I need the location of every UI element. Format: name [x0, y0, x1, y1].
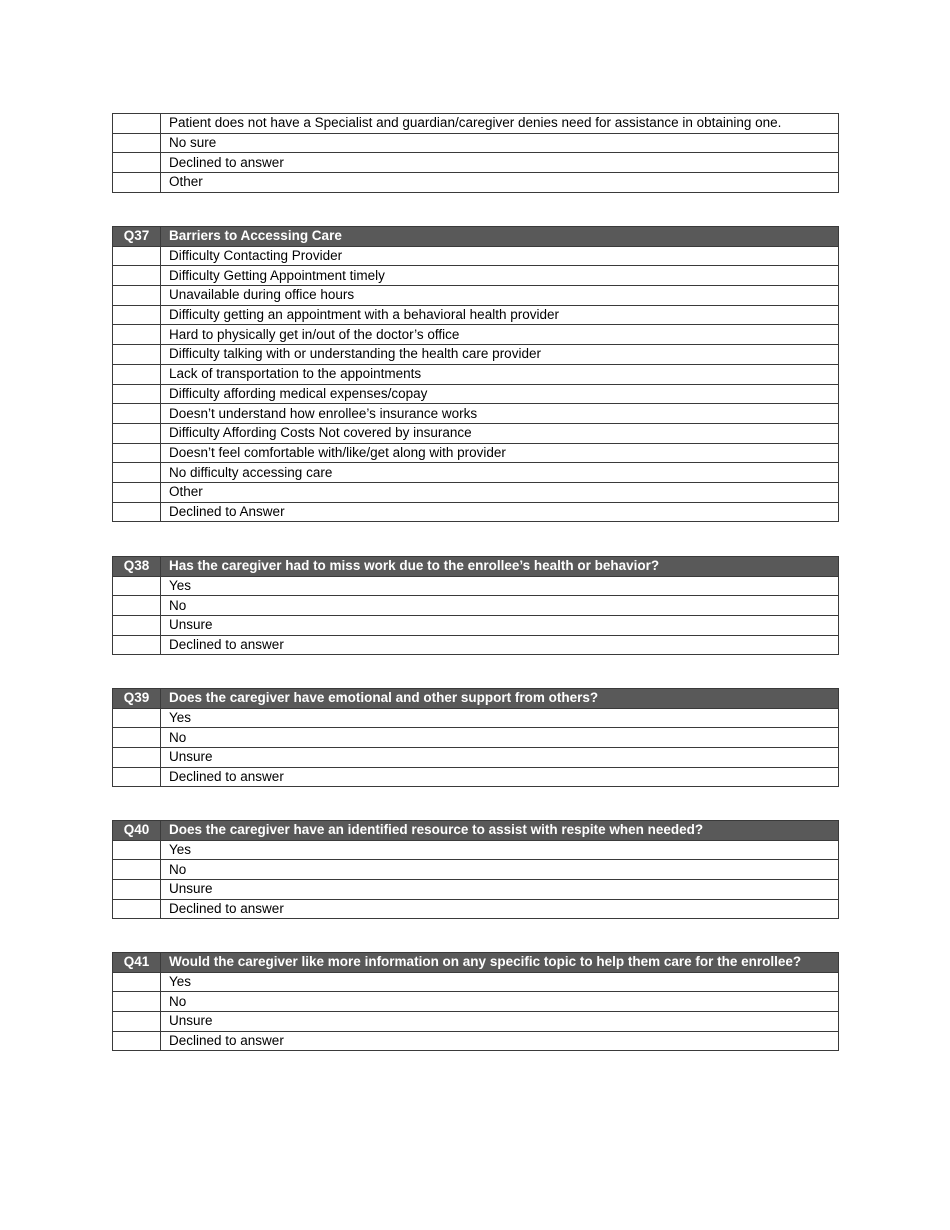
option-label: Difficulty talking with or understanding the health care provider	[161, 345, 839, 365]
option-checkbox[interactable]	[113, 463, 161, 483]
option-label: Difficulty Getting Appointment timely	[161, 266, 839, 286]
option-label: Other	[161, 173, 839, 193]
option-checkbox[interactable]	[113, 992, 161, 1012]
question-title: Has the caregiver had to miss work due to the enrollee’s health or behavior?	[161, 557, 839, 577]
option-label: Yes	[161, 708, 839, 728]
question-title: Would the caregiver like more information on any specific topic to help them care for the enrollee?	[161, 953, 839, 973]
option-label: Difficulty getting an appointment with a behavioral health provider	[161, 305, 839, 325]
option-label: Unsure	[161, 880, 839, 900]
option-row	[113, 463, 839, 483]
option-label: Hard to physically get in/out of the doctor’s office	[161, 325, 839, 345]
question-table-q40	[112, 820, 839, 919]
option-checkbox[interactable]	[113, 972, 161, 992]
option-label: Yes	[161, 972, 839, 992]
option-row	[113, 708, 839, 728]
option-row	[113, 286, 839, 306]
option-label: Unsure	[161, 1012, 839, 1032]
option-row	[113, 114, 839, 134]
option-row	[113, 153, 839, 173]
option-checkbox[interactable]	[113, 635, 161, 655]
option-checkbox[interactable]	[113, 616, 161, 636]
option-row	[113, 1012, 839, 1032]
question-table-q38	[112, 556, 839, 655]
option-row	[113, 1031, 839, 1051]
option-checkbox[interactable]	[113, 305, 161, 325]
option-label: Difficulty affording medical expenses/copay	[161, 384, 839, 404]
option-label: Declined to answer	[161, 767, 839, 787]
option-row	[113, 992, 839, 1012]
option-row	[113, 266, 839, 286]
option-checkbox[interactable]	[113, 266, 161, 286]
option-row	[113, 443, 839, 463]
option-checkbox[interactable]	[113, 748, 161, 768]
option-checkbox[interactable]	[113, 1031, 161, 1051]
option-label: Difficulty Contacting Provider	[161, 246, 839, 266]
option-row	[113, 384, 839, 404]
option-checkbox[interactable]	[113, 133, 161, 153]
option-label: Other	[161, 482, 839, 502]
option-row	[113, 423, 839, 443]
option-checkbox[interactable]	[113, 708, 161, 728]
option-label: Lack of transportation to the appointments	[161, 364, 839, 384]
option-label: No	[161, 596, 839, 616]
option-checkbox[interactable]	[113, 840, 161, 860]
option-label: Doesn’t feel comfortable with/like/get along with provider	[161, 443, 839, 463]
option-checkbox[interactable]	[113, 364, 161, 384]
option-checkbox[interactable]	[113, 384, 161, 404]
continuation-table	[112, 113, 839, 193]
question-table-q39	[112, 688, 839, 787]
option-row	[113, 972, 839, 992]
option-checkbox[interactable]	[113, 325, 161, 345]
option-checkbox[interactable]	[113, 246, 161, 266]
option-checkbox[interactable]	[113, 482, 161, 502]
option-checkbox[interactable]	[113, 767, 161, 787]
option-label: Yes	[161, 840, 839, 860]
option-label: Patient does not have a Specialist and guardian/caregiver denies need for assistance in obtaining one.	[161, 114, 839, 134]
option-row	[113, 748, 839, 768]
question-title: Does the caregiver have an identified resource to assist with respite when needed?	[161, 821, 839, 841]
question-header	[113, 821, 839, 841]
option-checkbox[interactable]	[113, 596, 161, 616]
option-row	[113, 305, 839, 325]
option-row	[113, 728, 839, 748]
option-row	[113, 860, 839, 880]
question-title: Barriers to Accessing Care	[161, 227, 839, 247]
option-label: Declined to answer	[161, 899, 839, 919]
option-checkbox[interactable]	[113, 404, 161, 424]
option-checkbox[interactable]	[113, 345, 161, 365]
question-number: Q39	[113, 689, 161, 709]
question-header	[113, 689, 839, 709]
option-row	[113, 596, 839, 616]
option-row	[113, 616, 839, 636]
option-row	[113, 880, 839, 900]
option-label: Unavailable during office hours	[161, 286, 839, 306]
option-label: No	[161, 728, 839, 748]
option-label: No difficulty accessing care	[161, 463, 839, 483]
question-number: Q40	[113, 821, 161, 841]
question-number: Q41	[113, 953, 161, 973]
option-label: Doesn’t understand how enrollee’s insurance works	[161, 404, 839, 424]
option-label: Yes	[161, 576, 839, 596]
option-checkbox[interactable]	[113, 443, 161, 463]
option-checkbox[interactable]	[113, 286, 161, 306]
option-row	[113, 840, 839, 860]
option-label: Declined to answer	[161, 1031, 839, 1051]
question-table-q37	[112, 226, 839, 522]
question-number: Q37	[113, 227, 161, 247]
question-header	[113, 557, 839, 577]
option-row	[113, 246, 839, 266]
option-label: Difficulty Affording Costs Not covered by insurance	[161, 423, 839, 443]
option-checkbox[interactable]	[113, 423, 161, 443]
option-label: Declined to answer	[161, 635, 839, 655]
option-label: No	[161, 860, 839, 880]
option-row	[113, 767, 839, 787]
option-row	[113, 345, 839, 365]
question-header	[113, 227, 839, 247]
option-checkbox[interactable]	[113, 899, 161, 919]
option-label: Unsure	[161, 748, 839, 768]
option-row	[113, 173, 839, 193]
option-checkbox[interactable]	[113, 153, 161, 173]
question-header	[113, 953, 839, 973]
option-row	[113, 899, 839, 919]
question-title: Does the caregiver have emotional and other support from others?	[161, 689, 839, 709]
option-label: No sure	[161, 133, 839, 153]
option-checkbox[interactable]	[113, 1012, 161, 1032]
option-checkbox[interactable]	[113, 860, 161, 880]
option-checkbox[interactable]	[113, 502, 161, 522]
option-row	[113, 364, 839, 384]
option-row	[113, 635, 839, 655]
option-row	[113, 404, 839, 424]
option-row	[113, 482, 839, 502]
option-label: Unsure	[161, 616, 839, 636]
option-checkbox[interactable]	[113, 880, 161, 900]
option-row	[113, 325, 839, 345]
option-label: Declined to Answer	[161, 502, 839, 522]
option-checkbox[interactable]	[113, 728, 161, 748]
option-row	[113, 576, 839, 596]
option-checkbox[interactable]	[113, 173, 161, 193]
option-label: Declined to answer	[161, 153, 839, 173]
option-checkbox[interactable]	[113, 114, 161, 134]
option-row	[113, 502, 839, 522]
question-number: Q38	[113, 557, 161, 577]
option-checkbox[interactable]	[113, 576, 161, 596]
question-table-q41	[112, 952, 839, 1051]
option-label: No	[161, 992, 839, 1012]
option-row	[113, 133, 839, 153]
